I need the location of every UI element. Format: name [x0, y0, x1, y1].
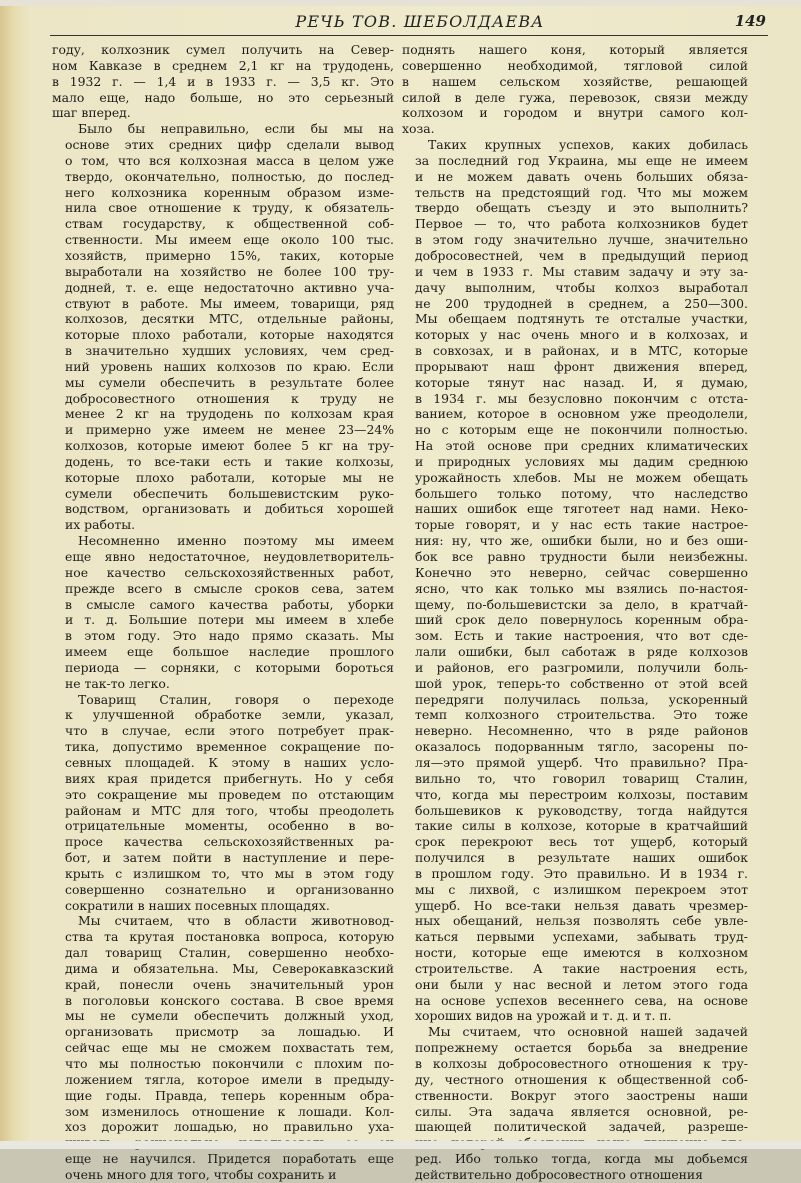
text-line: Мы считаем, что в области животновод- — [78, 913, 394, 929]
text-line: Мы считаем, что основной нашей задачей — [428, 1024, 748, 1040]
text-line: Несомненно именно поэтому мы имеем — [78, 533, 394, 549]
text-line: организовать присмотр за лошадью. И — [65, 1024, 394, 1040]
text-line: в колхозы добросовестного отношения к тру- — [415, 1056, 748, 1071]
text-line: торые говорят, и у нас есть такие настрое- — [415, 517, 748, 533]
text-line: на основе успехов весеннего сева, на основе — [415, 992, 748, 1008]
text-line: хозяйств, примерно 15%, таких, которые — [65, 247, 394, 263]
text-line: просе качества сельскохозяйственных ра- — [65, 834, 394, 850]
paragraph — [402, 137, 748, 1024]
text-line: него колхозника коренным образом изме- — [65, 184, 394, 200]
text-line: ля—это прямой ущерб. Что правильно? Пра- — [415, 754, 748, 770]
text-line: в смысле самого качества работы, уборки — [65, 596, 394, 612]
text-line: бот, и затем пойти в наступление и пере- — [65, 850, 394, 866]
text-line: которые плохо работали, которые находятся — [65, 327, 394, 343]
text-line: совершенно сознательно и организованно — [65, 881, 394, 897]
text-line: о том, что вся колхозная масса в целом уже — [65, 152, 394, 168]
text-line: ное качество сельскохозяйственных работ, — [65, 564, 394, 580]
text-line: что мы полностью покончили с плохим по- — [65, 1056, 394, 1071]
text-line: районам и МТС для того, чтобы преодолеть — [65, 802, 394, 818]
text-line: в этом году. Это надо прямо сказать. Мы — [65, 628, 394, 644]
text-line: прорывают наш фронт движения вперед, — [415, 358, 748, 374]
text-line: шой урок, теперь-то собственно от этой всей — [415, 675, 748, 691]
text-line: додней, т. е. еще недостаточно активно уча- — [65, 279, 394, 295]
text-line: Таких крупных успехов, каких добилась — [428, 137, 748, 153]
text-line: большевиков к руководству, тогда найдутся — [415, 802, 748, 818]
text-line: сейчас еще мы не сможем похвастать тем, — [65, 1040, 394, 1056]
text-line: в значительно худших условиях, чем сред- — [65, 343, 394, 359]
text-line: лали ошибки, был саботаж в ряде колхозов — [415, 644, 748, 660]
text-line: хоза. — [402, 121, 435, 137]
text-line: отрицательные моменты, особенно в во- — [65, 818, 394, 834]
text-line: щие годы. Правда, теперь коренным обра- — [65, 1087, 394, 1103]
text-line: Конечно это неверно, сейчас совершенно — [415, 564, 748, 580]
text-line: мы с лихвой, с излишком перекроем этот — [415, 881, 748, 897]
text-line: хоз дорожит лошадью, но правильно уха- — [65, 1119, 394, 1135]
text-line: ности, которые еще имеются в колхозном — [415, 945, 748, 961]
text-line: силы. Эта задача является основной, ре- — [415, 1103, 748, 1119]
text-line: ред. Ибо только тогда, когда мы добьемся — [415, 1151, 748, 1167]
page-top-edge — [0, 0, 801, 6]
text-line: добросовестней, чем в предыдущий период — [415, 247, 748, 263]
text-line: получился в результате наших ошибок — [415, 850, 748, 866]
text-line: мы сумели обеспечить в результате более — [65, 374, 394, 390]
text-line: хороших видов на урожай и т. д. и т. п. — [415, 1008, 672, 1024]
text-line: виях края придется прибегнуть. Но у себя — [65, 770, 394, 786]
text-line: за последний год Украина, мы еще не имеем — [415, 152, 748, 168]
text-line: твердо, окончательно, полностью, до послед- — [65, 168, 394, 184]
text-line: выработали на хозяйство не более 100 тру- — [65, 263, 394, 279]
text-line: и не можем давать очень больших обяза- — [415, 168, 748, 184]
text-line: и районов, его разгромили, получили боль- — [415, 659, 748, 675]
text-line: шаг вперед. — [52, 105, 131, 121]
text-line: такие силы в колхозе, которые в кратчайший — [415, 818, 748, 834]
text-line: в 1934 г. мы безусловно покончим с отста- — [415, 390, 748, 406]
paragraph — [52, 42, 394, 121]
text-line: ственности. Мы имеем еще около 100 тыс. — [65, 232, 394, 248]
text-line: Товарищ Сталин, говоря о переходе — [78, 691, 394, 707]
text-line: совершенно необходимой, тягловой силой — [402, 57, 748, 73]
text-line: добросовестного отношения к труду не — [65, 390, 394, 406]
text-line: твердо обещать съезду и это выполнить? — [415, 200, 748, 216]
paragraph — [52, 692, 394, 914]
text-line: нила свое отношение к труду, к обязатель- — [65, 200, 394, 216]
right-column — [402, 42, 748, 1183]
text-line: дима и обязательна. Мы, Северокавказский — [65, 960, 394, 976]
text-line: вильно то, что говорил товарищ Сталин, — [415, 770, 748, 786]
text-line: Первое — то, что работа колхозников будет — [415, 216, 748, 232]
text-line: ясно, что как только мы взялись по-настоя- — [415, 580, 748, 596]
text-line: ственности. Вокруг этого заострены наши — [415, 1087, 748, 1103]
text-line: мало еще, надо больше, но это серьезный — [52, 89, 394, 105]
text-line: периода — сорняки, с которыми бороться — [65, 659, 394, 675]
text-line: в этом году значительно лучше, значительно — [415, 232, 748, 248]
paragraph — [52, 121, 394, 533]
text-line: и природных условиях мы дадим среднюю — [415, 453, 748, 469]
page-bottom-edge — [0, 1141, 801, 1149]
text-line: основе этих средних цифр сделали вывод — [65, 137, 394, 153]
left-column — [52, 42, 394, 1183]
text-line: урожайность хлебов. Мы не можем обещать — [415, 469, 748, 485]
text-line: крыть с излишком то, что мы в этом году — [65, 865, 394, 881]
text-line: каться первыми успехами, забывать труд- — [415, 929, 748, 945]
text-line: и т. д. Большие потери мы имеем в хлебе — [65, 612, 394, 628]
text-line: это сокращение мы проведем по отстающим — [65, 786, 394, 802]
text-line: попрежнему остается борьба за внедрение — [415, 1040, 748, 1056]
text-line: поднять нашего коня, который является — [402, 42, 748, 57]
text-line: дачу выполним, чтобы колхоз выработал — [415, 279, 748, 295]
text-line: еще явно недостаточное, неудовлетворитель- — [65, 549, 394, 564]
text-line: очень много для того, чтобы сохранить и — [65, 1166, 337, 1182]
text-line: ствуют в работе. Мы имеем, товарищи, ряд — [65, 295, 394, 311]
text-line: Было бы неправильно, если бы мы на — [78, 121, 394, 137]
text-line: оказалось подорванным тягло, засорены по- — [415, 739, 748, 755]
text-line: ложением тягла, которое имели в предыду- — [65, 1071, 394, 1087]
text-line: имеем еще большое наследие прошлого — [65, 644, 394, 660]
text-line: сумели обеспечить большевистским руко- — [65, 485, 394, 501]
text-line: бок все равно трудности были неизбежны. — [415, 549, 748, 564]
text-line: действительно добросовестного отношения — [415, 1166, 703, 1182]
text-line: которые тянут нас назад. И, я думаю, — [415, 374, 748, 390]
text-line: водством, организовать и добиться хорошей — [65, 501, 394, 517]
text-line: их работы. — [65, 517, 136, 533]
text-line: ных обещаний, нельзя позволять себе увле- — [415, 913, 748, 929]
text-line: мы не сумели обеспечить должный уход, — [65, 1008, 394, 1024]
text-line: ший срок дело повернулось коренным обра- — [415, 612, 748, 628]
text-line: ния: ну, что же, ошибки были, но и без оши- — [415, 533, 748, 549]
text-line: не 200 трудодней в среднем, а 250—300. — [415, 295, 748, 311]
text-line: строительстве. А такие настроения есть, — [415, 960, 748, 976]
text-line: шающей политической задачей, разреше- — [415, 1119, 748, 1135]
text-line: зом изменилось отношение к лошади. Кол- — [65, 1103, 394, 1119]
text-line: и чем в 1933 г. Мы ставим задачу и эту за- — [415, 263, 748, 279]
text-line: колхозом и городом и внутри самого кол- — [402, 105, 748, 121]
text-line: зом. Есть и такие настроения, что вот сде- — [415, 628, 748, 644]
text-line: ду, честного отношения к общественной соб- — [415, 1071, 748, 1087]
text-line: неверно. Несомненно, что в ряде районов — [415, 723, 748, 739]
text-line: додень, то все-таки есть и такие колхозы, — [65, 453, 394, 469]
paragraph — [402, 42, 748, 137]
text-line: году, колхозник сумел получить на Север- — [52, 42, 394, 57]
text-line: в 1932 г. — 1,4 и в 1933 г. — 3,5 кг. Это — [52, 73, 394, 89]
text-line: в поголовьи конского состава. В свое время — [65, 992, 394, 1008]
text-line: наших ошибок еще тяготеет над нами. Неко- — [415, 501, 748, 517]
text-line: темп колхозного строительства. Это тоже — [415, 707, 748, 723]
text-line: прежде всего в смысле сроков сева, затем — [65, 580, 394, 596]
text-line: не так-то легко. — [65, 675, 170, 691]
text-line: в нашем сельском хозяйстве, решающей — [402, 73, 748, 89]
text-line: но с которым еще не покончили полностью. — [415, 422, 748, 438]
text-line: ном Кавказе в среднем 2,1 кг на трудодень, — [52, 57, 394, 73]
text-line: и примерно уже имеем не менее 23—24% — [65, 422, 394, 438]
text-line: колхозов, которые имеют более 5 кг на тру- — [65, 438, 394, 454]
text-line: еще не научился. Придется поработать еще — [65, 1151, 394, 1167]
text-line: что, когда мы перестроим колхозы, поставим — [415, 786, 748, 802]
text-line: передряги получилась польза, ускоренный — [415, 691, 748, 707]
text-line: севных площадей. К этому в наших усло- — [65, 754, 394, 770]
text-line: срок перекроют весь тот ущерб, который — [415, 834, 748, 850]
text-line: дал товарищ Сталин, совершенно необхо- — [65, 945, 394, 961]
text-line: в прошлом году. Это правильно. И в 1934 г. — [415, 865, 748, 881]
text-line: На этой основе при средних климатических — [415, 438, 748, 454]
text-line: ванием, которое в основном уже преодолели, — [415, 406, 748, 422]
text-line: ствам государству, к общественной соб- — [65, 216, 394, 232]
text-line: тельств на предстоящий год. Что мы можем — [415, 184, 748, 200]
text-line: тика, допустимо временное сокращение по- — [65, 739, 394, 755]
text-line: край, понесли очень значительный урон — [65, 976, 394, 992]
text-line: в совхозах, и в районах, и в МТС, которые — [415, 343, 748, 359]
page-number: 149 — [734, 12, 766, 30]
running-title: РЕЧЬ ТОВ. ШЕБОЛДАЕВА — [295, 12, 545, 31]
text-line: ущерб. Но все-таки нельзя давать чрезмер- — [415, 897, 748, 913]
text-line: большего только потому, что наследство — [415, 485, 748, 501]
text-line: которые плохо работали, которые мы не — [65, 469, 394, 485]
text-line: щему, по-большевистски за дело, в кратчай- — [415, 596, 748, 612]
header-rule — [50, 35, 768, 36]
text-line: сократили в наших посевных площадях. — [65, 897, 330, 913]
text-line: силой в деле гужа, перевозок, связи между — [402, 89, 748, 105]
text-line: менее 2 кг на трудодень по колхозам края — [65, 406, 394, 422]
text-line: они были у нас весной и летом этого года — [415, 976, 748, 992]
text-line: ний уровень наших колхозов по краю. Если — [65, 358, 394, 374]
text-line: которых у нас очень много и в колхозах, и — [415, 327, 748, 343]
text-line: колхозов, десятки МТС, отдельные районы, — [65, 311, 394, 327]
text-line: ства та крутая постановка вопроса, которую — [65, 929, 394, 945]
text-line: к улучшенной обработке земли, указал, — [65, 707, 394, 723]
text-line: Мы обещаем подтянуть те отсталые участки, — [415, 311, 748, 327]
paragraph — [52, 533, 394, 691]
paragraph — [402, 1024, 748, 1182]
text-line: что в случае, если этого потребует прак- — [65, 723, 394, 739]
